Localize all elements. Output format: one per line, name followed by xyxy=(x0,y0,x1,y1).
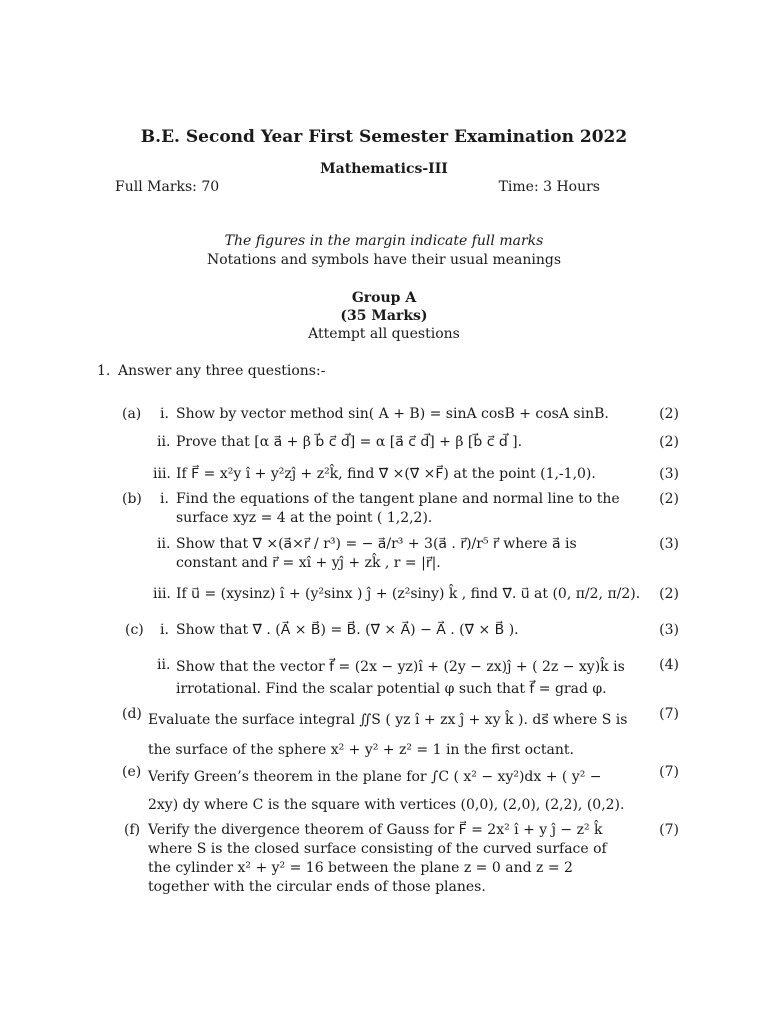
question-text: Find the equations of the tangent plane and normal line to the surface xyz = 4 at the point ( 1,2,2). xyxy=(176,491,620,526)
part-label: (a) xyxy=(122,406,142,422)
question-text: Show by vector method sin( A + B) = sinA cosB + cosA sinB. xyxy=(176,406,609,422)
group-marks: (35 Marks) xyxy=(340,308,428,324)
marks-value: (2) xyxy=(659,586,679,602)
item-number: iii. xyxy=(153,586,171,602)
question-text: Show that ∇⃗ . (A⃗ × B⃗) = B⃗. (∇⃗ × A⃗) − A⃗ . (∇⃗ × B⃗ ). xyxy=(176,622,519,638)
item-number: i. xyxy=(160,406,169,422)
item-number: i. xyxy=(160,491,169,507)
exam-title: B.E. Second Year First Semester Examination 2022 xyxy=(140,127,628,147)
marks-value: (4) xyxy=(659,657,679,673)
marks-value: (3) xyxy=(659,622,679,638)
full-marks: Full Marks: 70 xyxy=(115,179,220,195)
question-text: Verify the divergence theorem of Gauss for F⃗ = 2x² î + y ĵ − z² k̂ where S is the closed surface consisting of the curved surface of the cylinder x² + y² = 16 between the plane z = 0 and z = 2 together with the circular ends of those planes. xyxy=(148,822,607,895)
part-label: (b) xyxy=(122,491,142,507)
instruction-notation: Notations and symbols have their usual meanings xyxy=(206,252,562,268)
time-allowed: Time: 3 Hours xyxy=(498,179,600,195)
part-label: (e) xyxy=(122,764,142,780)
question-text: Show that the vector f⃗ = (2x − yz)î + (2y − zx)ĵ + ( 2z − xy)k̂ is irrotational. Find the scalar potential φ such that f⃗ = grad φ. xyxy=(176,659,625,697)
question-text: Show that ∇⃗ ×(a⃗×r⃗ / r³) = − a⃗/r³ + 3(a⃗ . r⃗)/r⁵ r⃗ where a⃗ is constant and r⃗ = xî + yĵ + zk̂ , r = |r⃗|. xyxy=(176,536,577,571)
item-number: ii. xyxy=(157,434,171,450)
question-text: If u⃗ = (xysinz) î + (y²sinx ) ĵ + (z²siny) k̂ , find ∇⃗. u⃗ at (0, π/2, π/2). xyxy=(176,586,641,602)
group-name: Group A xyxy=(351,290,417,306)
marks-value: (2) xyxy=(659,434,679,450)
part-label: (f) xyxy=(124,822,141,838)
question-text: Evaluate the surface integral ∬S ( yz î + zx ĵ + xy k̂ ). ds⃗ where S is the surface of the sphere x² + y² + z² = 1 in the first octant. xyxy=(148,712,628,758)
marks-value: (2) xyxy=(659,406,679,422)
question-instruction: Answer any three questions:- xyxy=(118,363,326,379)
question-text: Prove that [α a⃗ + β b⃗ c⃗ d⃗] = α [a⃗ c⃗ d⃗] + β [b⃗ c⃗ d⃗ ]. xyxy=(176,434,523,450)
marks-value: (7) xyxy=(659,822,679,838)
instruction-marks: The figures in the margin indicate full marks xyxy=(224,233,544,249)
question-text: Verify Green’s theorem in the plane for ∫C ( x² − xy²)dx + ( y² − 2xy) dy where C is the square with vertices (0,0), (2,0), (2,2), (0,2). xyxy=(148,769,625,813)
marks-value: (7) xyxy=(659,706,679,722)
subject-name: Mathematics-III xyxy=(320,161,448,177)
item-number: ii. xyxy=(157,657,171,673)
item-number: iii. xyxy=(153,466,171,482)
marks-value: (3) xyxy=(659,536,679,552)
part-label: (c) xyxy=(125,622,144,638)
group-attempt: Attempt all questions xyxy=(308,326,460,342)
marks-value: (2) xyxy=(659,491,679,507)
marks-value: (3) xyxy=(659,466,679,482)
item-number: ii. xyxy=(157,536,171,552)
question-number: 1. xyxy=(97,363,111,379)
marks-value: (7) xyxy=(659,764,679,780)
item-number: i. xyxy=(160,622,169,638)
part-label: (d) xyxy=(122,706,142,722)
question-text: If F⃗ = x²y î + y²zĵ + z²k̂, find ∇⃗ ×(∇⃗ ×F⃗) at the point (1,-1,0). xyxy=(176,466,596,482)
